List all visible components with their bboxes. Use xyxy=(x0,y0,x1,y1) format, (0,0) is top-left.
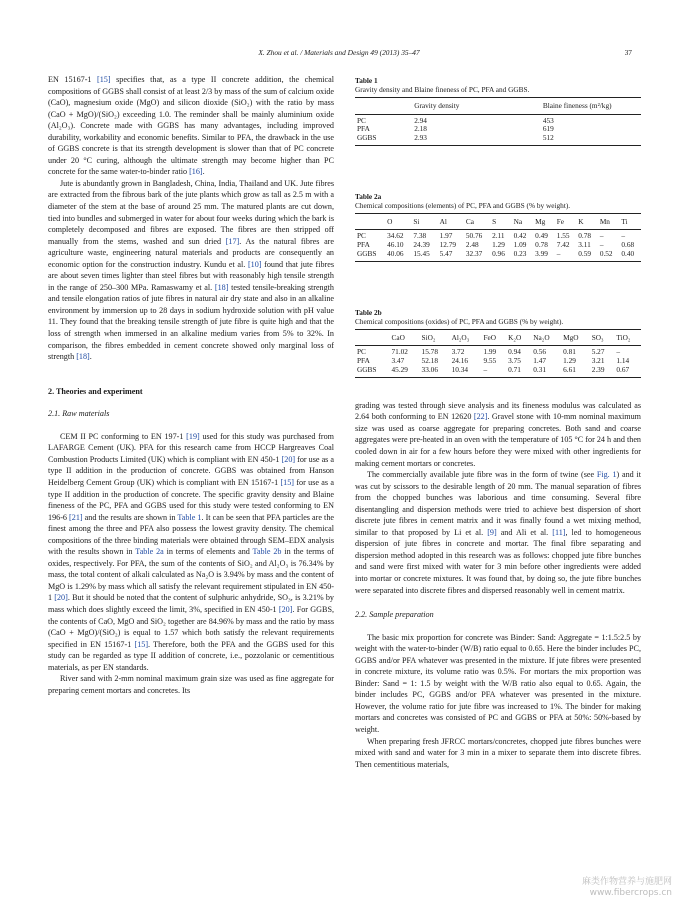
table-cell: 3.47 xyxy=(391,356,405,366)
table-header-cell: MgO xyxy=(561,329,590,346)
left-column xyxy=(48,74,334,696)
table-cell: PFA xyxy=(357,240,370,250)
citation-link[interactable]: [20] xyxy=(278,604,293,614)
paragraph xyxy=(355,400,641,469)
table-header-cell: O xyxy=(385,213,411,230)
text-run: in the terms of oxides, respectively. For PFA, the sum of the contents of SiO₂ and Al₂O₃ is 76.34% by mass, the total content of alkali calculated as Na₂O is 3.94% by mass and the content of MgO is 1.29% by mass which all satisfy the relevant requirement stipulated in EN 450-1 xyxy=(48,547,334,603)
table-cell: 50.76 xyxy=(465,231,483,241)
text-run: Jute is abundantly grown in Bangladesh, China, India, Thailand and UK. Jute fibres are extracted from the fibrous bark of the jute plants which grow as tall as 2.5 m with a diameter of the stem at the base of around 25 mm. The matured plants are cut down, tied into bundles and submerged in water for about four weeks during which the bark is completely decomposed and fibres are exposed. The fibres are then stripped off manually from the stems, washed and sun dried xyxy=(48,178,334,246)
data-table xyxy=(355,329,641,378)
text-run: for use as a type II addition in the production of concrete. GGBS was obtained from Hanson Heidelberg Cement Group (UK) which is compliant with EN 15167-1 xyxy=(48,454,334,487)
table-cell: 0.59 xyxy=(576,250,598,261)
paragraph xyxy=(48,178,334,363)
text-run: grading was tested through sieve analysis and its fineness modulus was calculated as 2.64 both conforming to EN 12620 xyxy=(355,400,641,422)
citation-link[interactable]: [21] xyxy=(69,512,83,522)
paragraph xyxy=(355,469,641,596)
table-header-cell: Mn xyxy=(598,213,620,230)
table-cell: 2.11 xyxy=(492,231,505,241)
table-cell: 34.62 xyxy=(387,231,404,241)
table-header-cell: Ca xyxy=(464,213,490,230)
table-cell: 1.09 xyxy=(513,240,527,250)
table-cell: 2.48 xyxy=(465,240,479,250)
table-cell: 0.71 xyxy=(506,366,531,377)
table-cell: – xyxy=(616,347,621,357)
table-cell: PFA xyxy=(357,356,370,366)
text-run: The commercially available jute fibre was in the form of twine (see xyxy=(367,470,597,480)
table-cell: 2.18 xyxy=(414,124,427,134)
citation-link[interactable]: [20] xyxy=(281,454,296,464)
citation-link[interactable]: [22] xyxy=(473,412,488,422)
paragraph xyxy=(48,74,334,178)
table-cell: 3.11 xyxy=(578,240,591,250)
table-cell: 1.55 xyxy=(556,231,570,241)
citation-link[interactable]: Table 1 xyxy=(177,512,202,522)
watermark xyxy=(582,877,672,899)
table-caption: Gravity density and Blaine fineness of PC, PFA and GGBS. xyxy=(355,85,530,94)
table-header-cell: FeO xyxy=(481,329,506,346)
table-header-cell: Al₂O₃ xyxy=(450,329,482,346)
citation-link[interactable]: [19] xyxy=(186,431,200,441)
table-cell: 0.42 xyxy=(513,231,527,241)
subsection-heading: 2.2. Sample preparation xyxy=(355,610,434,620)
watermark-url: www.fibercrops.cn xyxy=(589,888,672,898)
table-cell: 0.40 xyxy=(619,250,641,261)
table-cell: 1.47 xyxy=(533,356,547,366)
table-cell: 0.68 xyxy=(621,240,635,250)
subsection-heading: 2.1. Raw materials xyxy=(48,409,110,419)
table-cell: 33.06 xyxy=(420,366,450,377)
table-row xyxy=(355,114,641,125)
table-cell: 24.39 xyxy=(413,240,430,250)
table-label: Table 2b xyxy=(355,307,382,317)
table-cell: 15.78 xyxy=(421,347,438,357)
table-cell: 3.21 xyxy=(591,356,605,366)
table-cell: 24.16 xyxy=(451,356,468,366)
table-cell: 5.47 xyxy=(438,250,464,261)
table-cell: 15.45 xyxy=(411,250,437,261)
table-1 xyxy=(355,76,641,146)
text-run: ) and it was cut by scissors to the desirable length of 20 mm. The manual separation of fibres from the chopped bunches was laborious and time consuming. Several fibre disentangling and dispersion methods were tried to achieve best dispersion of short discrete jute fibres in cement matrix and it was finally found a wet mixing method, similar to that proposed by Li et al. xyxy=(355,470,642,537)
table-cell: 7.42 xyxy=(556,240,570,250)
citation-link[interactable]: [17] xyxy=(225,236,240,246)
text-run: . As the natural fibres are agriculture waste, engineering natural materials and products are consequently an economic option for the construction industry. Kundu et al. xyxy=(48,236,334,269)
table-cell: 1.29 xyxy=(563,356,576,366)
text-run: specifies that, as a type II concrete addition, the chemical compositions of GGBS shall consist of at least 2/3 by mass of the sum of calcium oxide (CaO), magnesium oxide (MgO) and silicon dioxide (SiO₂) with the ratio by mass (CaO + MgO)/(SiO₂) exceeding 1.0. The reminder shall be mainly aluminium oxide (Al₂O₃). Concrete made with GGBS has many advantages, including improved durability, workability and economic benefits. Similar to PFA, the drawback in the use of GGBS concrete is that its strength development is slower than that of PC concrete under 20 °C curing, although the ultimate strength may become higher than PC concrete for the same water-to-binder ratio xyxy=(48,75,334,177)
citation-link[interactable]: Table 2a xyxy=(135,547,164,557)
table-header-cell: K xyxy=(576,213,598,230)
table-cell: 6.61 xyxy=(561,366,590,377)
table-row xyxy=(355,125,641,134)
text-run: CEM II PC conforming to EN 197-1 xyxy=(60,431,187,441)
page-number: 37 xyxy=(624,48,632,57)
table-cell: 0.31 xyxy=(531,366,561,377)
citation-link[interactable]: [10] xyxy=(247,259,262,269)
paragraph xyxy=(355,632,641,736)
table-cell: 0.94 xyxy=(508,347,521,357)
table-header-cell: S xyxy=(490,213,512,230)
table-row xyxy=(355,134,641,145)
table-label: Table 1 xyxy=(355,76,378,85)
text-run: tested tensile-breaking strength and tensile elongation ratios of jute fibres in natural air dry state and also in an alkaline environment by immersion up to 28 days in sodium hydroxide solution with pH value 11. They found that the breaking tensile strength of jute fibre is quite high and that the loss of strength when immersed in an alkaline medium varies from 5% to 32%. In comparison, the fibres embedded in cement concrete showed only marginal loss of strength xyxy=(48,282,334,362)
table-cell: 512 xyxy=(541,134,641,145)
text-run: in terms of elements and xyxy=(163,547,253,557)
table-header-cell: Ti xyxy=(619,213,641,230)
citation-link[interactable]: [18] xyxy=(214,282,229,292)
table-header-cell: Al xyxy=(438,213,464,230)
table-cell: 0.23 xyxy=(512,250,534,261)
table-cell: 1.29 xyxy=(492,240,505,250)
table-cell: – xyxy=(555,250,577,261)
table-cell: 3.72 xyxy=(451,347,465,357)
citation-link[interactable]: [11] xyxy=(552,527,566,537)
table-cell: – xyxy=(599,240,604,250)
text-run: EN 15167-1 xyxy=(48,75,98,84)
table-cell: GGBS xyxy=(355,250,385,261)
table-cell: – xyxy=(621,231,626,241)
table-cell: 0.67 xyxy=(614,366,641,377)
table-cell: 7.38 xyxy=(413,231,427,241)
table-cell: 619 xyxy=(542,124,554,134)
text-run: When preparing fresh JFRCC mortars/concretes, chopped jute fibres bunches were mixed with sand and water for 3 min in a mixer to separate them into discrete fibres. Then cementitious materials, xyxy=(355,736,641,769)
table-header-cell: Gravity density xyxy=(412,98,541,115)
table-2b xyxy=(355,308,641,378)
table-cell: PC xyxy=(357,115,366,125)
text-run: and the results are shown in xyxy=(82,512,178,522)
table-header-cell: Na₂O xyxy=(531,329,561,346)
text-run: . xyxy=(202,167,205,177)
table-cell: – xyxy=(599,231,604,241)
text-run: . For GGBS, the contents of CaO, MgO and SiO₂ together are 84.96% by mass and the ratio by mass (CaO + MgO)/(SiO₂) is equal to 1.57 which both satisfy the relevant requirements specified in EN 15167-1 xyxy=(48,604,335,649)
right-column xyxy=(355,76,641,770)
table-caption: Chemical compositions (oxides) of PC, PFA and GGBS (% by weight). xyxy=(355,316,564,326)
citation-link[interactable]: [15] xyxy=(134,639,149,649)
table-label: Table 2a xyxy=(355,191,382,201)
table-header-cell: Si xyxy=(411,213,437,230)
table-header-cell xyxy=(355,98,412,115)
table-header-cell: Mg xyxy=(533,213,555,230)
table-cell: 45.29 xyxy=(390,366,420,377)
data-table xyxy=(355,213,641,262)
table-cell: 2.94 xyxy=(414,115,427,125)
citation-link[interactable]: [16] xyxy=(189,167,203,177)
table-cell: 12.79 xyxy=(439,240,457,250)
citation-link[interactable]: Fig. 1 xyxy=(596,470,617,480)
table-cell: 71.02 xyxy=(391,347,408,357)
table-cell: 0.52 xyxy=(598,250,620,261)
paragraph xyxy=(355,736,641,771)
table-cell: PC xyxy=(357,347,366,357)
table-cell: – xyxy=(481,366,506,377)
paragraph xyxy=(48,431,334,673)
citation-link[interactable]: [20] xyxy=(54,593,68,603)
table-row xyxy=(355,250,641,261)
table-cell: PC xyxy=(357,231,366,241)
table-cell: 0.78 xyxy=(535,240,548,250)
table-row xyxy=(355,366,641,377)
table-cell: 3.75 xyxy=(508,356,521,366)
table-cell: 2.39 xyxy=(590,366,615,377)
table-caption: Chemical compositions (elements) of PC, PFA and GGBS (% by weight). xyxy=(355,200,571,210)
table-cell: 10.34 xyxy=(450,366,482,377)
table-header-cell: Blaine fineness (m²/kg) xyxy=(541,98,641,115)
table-header-cell xyxy=(355,329,390,346)
running-title: X. Zhou et al. / Materials and Design 49 (2013) 35–47 xyxy=(258,48,420,57)
table-cell: 32.37 xyxy=(464,250,490,261)
text-run: . xyxy=(89,352,92,362)
table-cell: 0.96 xyxy=(490,250,512,261)
table-header-cell: K₂O xyxy=(506,329,531,346)
table-cell: 46.10 xyxy=(387,240,404,250)
table-cell: PFA xyxy=(357,124,370,134)
table-cell: 9.55 xyxy=(483,356,497,366)
table-header-cell xyxy=(355,213,385,230)
text-run: used for this study was purchased from LAFARGE Cement (UK). PFA for this research came from HCCP Hargreaves Coal Combustion Products Limited (UK) which is compliant with EN 450-1 xyxy=(48,431,334,464)
table-cell: 2.93 xyxy=(412,134,541,145)
section-heading: 2. Theories and experiment xyxy=(48,386,143,396)
table-2a xyxy=(355,192,641,262)
text-run: . But it should be noted that the content of sulphuric anhydride, SO₃, is 3.21% by mass which does slightly exceed the limit, 3%, specified in EN 450-1 xyxy=(48,593,334,614)
table-cell: 3.99 xyxy=(533,250,555,261)
citation-link[interactable]: [15] xyxy=(97,75,111,84)
citation-link[interactable]: [15] xyxy=(280,477,295,487)
paragraph xyxy=(48,673,334,696)
text-run: for use as a type II addition in the production of concrete. The specific gravity density and Blaine fineness of the PC, PFA and GGBS used for this study were tested conforming to EN 196-6 xyxy=(48,477,334,522)
table-cell: 0.78 xyxy=(578,231,592,241)
citation-link[interactable]: [9] xyxy=(487,527,497,537)
table-cell: 0.56 xyxy=(533,347,547,357)
citation-link[interactable]: [18] xyxy=(76,352,90,362)
table-cell: 1.14 xyxy=(616,356,630,366)
table-cell: 1.97 xyxy=(439,231,453,241)
table-cell: GGBS xyxy=(355,366,390,377)
table-cell: 52.18 xyxy=(421,356,438,366)
text-run: . It can be seen that PFA particles are the finest among the three and PFA also possess the lowest gravity density. The chemical compositions of the three binding materials were obtained through SEM–EDX analysis with the results shown in xyxy=(48,512,334,557)
table-header-cell: CaO xyxy=(390,329,420,346)
text-run: The basic mix proportion for concrete was Binder: Sand: Aggregate = 1:1.5:2.5 by weight with the water-to-binder (W/B) ratio equal to 0.65. Here the binder includes PC, GGBS and/or PFA whatever was presented in the mixture. If jute fibres were presented in concrete mixture, its volume ratio was 0.5%. For mortars the mix proportion was Binder: Sand = 1: 1.5 by weight with the W/B ratio also equal to 0.65. Again, the binder includes PC, GGBS and/or PFA whatever was presented in the mixture. However, the volume ratio for jute fibre was increased to 1%. The binder for making mortars and concretes was consisted of PC and GGBS or PFA at 50%: 50%-based by weight. xyxy=(355,632,641,735)
table-header-cell: SiO₂ xyxy=(420,329,450,346)
table-cell: GGBS xyxy=(355,134,412,145)
text-run: River sand with 2-mm nominal maximum grain size was used as fine aggregate for preparing cement mortars and concretes. Its xyxy=(48,674,334,695)
table-header-cell: Na xyxy=(512,213,534,230)
table-header-cell: SO₃ xyxy=(590,329,615,346)
text-run: , led to homogeneous dispersion of jute fibres in concrete and mortar. The final fibre separating and dispersion method adopted in this research was as follows: chopped jute fibre bunches and sand were first mixed with water for 3 min before other ingredients were added into mortar or concrete mixtures. It was found that, by doing so, the jute fibre bunches were separated into discrete fibres and dispersed reasonably well in cement matrix. xyxy=(355,527,641,595)
table-header-cell: Fe xyxy=(555,213,577,230)
text-run: . Therefore, both the PFA and the GGBS used for this study can be regarded as type II addition of concrete, i.e., pozzolanic or cementitious materials, as per EN standards. xyxy=(48,639,334,672)
table-cell: 0.81 xyxy=(563,347,576,357)
data-table xyxy=(355,97,641,146)
table-cell: 40.06 xyxy=(385,250,411,261)
text-run: and Ali et al. xyxy=(496,527,553,537)
table-cell: 0.49 xyxy=(535,231,548,241)
watermark-line: 麻类作物营养与施肥网 xyxy=(581,877,672,887)
text-run: found that jute fibres are about seven times lighter than steel fibres but with reasonably high tensile strength in the range of 250–300 MPa. Ramaswamy et al. xyxy=(48,259,334,292)
citation-link[interactable]: Table 2b xyxy=(252,547,282,557)
table-header-cell: TiO₂ xyxy=(614,329,641,346)
table-cell: 453 xyxy=(542,115,554,125)
table-cell: 1.99 xyxy=(483,347,497,357)
table-cell: 5.27 xyxy=(591,347,605,357)
text-run: . Gravel stone with 10-mm nominal maximum size was used as coarse aggregate for preparing concretes. Both sand and coarse aggregates were pre-heated in an oven with the temperature of 105 °C for 24 h and then cooled down in air for a few hours before they were mixed with other ingredients for making cement mortars or concretes. xyxy=(355,412,641,468)
